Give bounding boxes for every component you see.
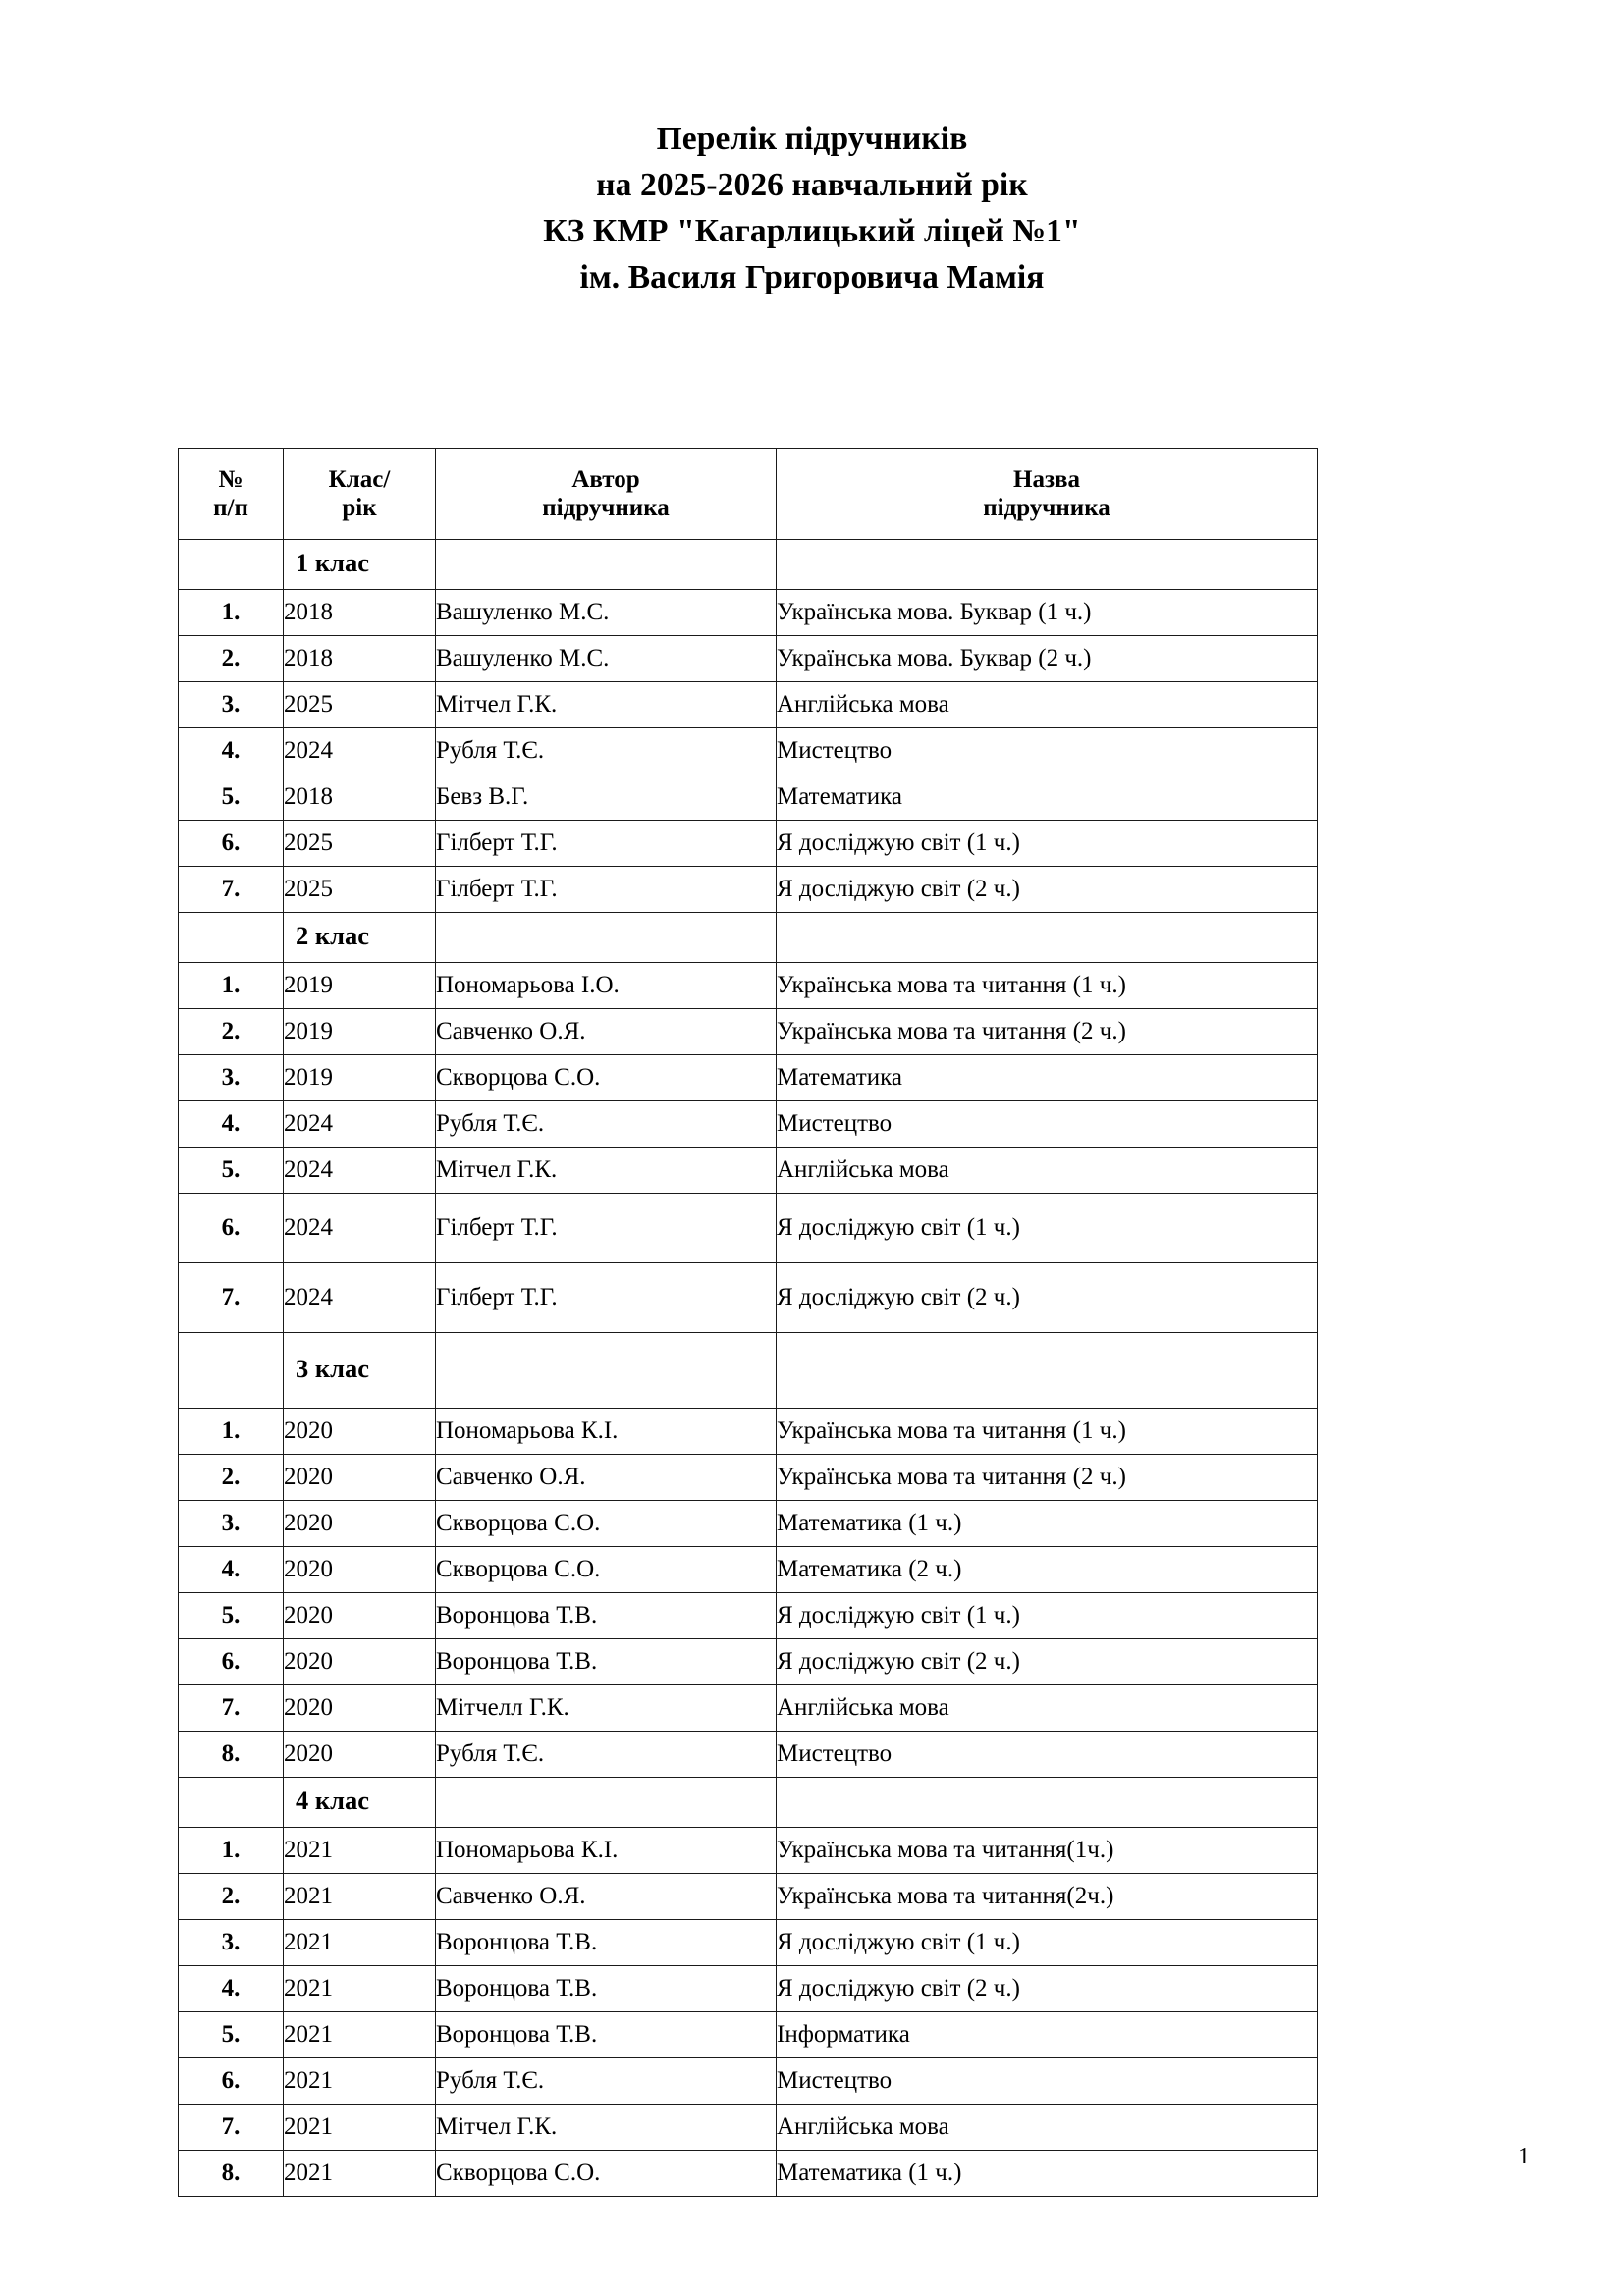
cell-book-title: Українська мова та читання(1ч.) — [777, 1828, 1318, 1874]
cell-year: 2021 — [284, 2105, 436, 2151]
cell-author: Мітчел Г.К. — [436, 2105, 777, 2151]
cell-author: Скворцова С.О. — [436, 1547, 777, 1593]
table-row — [179, 1409, 1318, 1455]
cell-author: Воронцова Т.В. — [436, 1593, 777, 1639]
cell-number: 4. — [179, 1547, 284, 1593]
table-row — [179, 682, 1318, 728]
title-line-1: Перелік підручників — [656, 121, 968, 157]
cell-number: 1. — [179, 1409, 284, 1455]
cell-number: 1. — [179, 963, 284, 1009]
table-row — [179, 1639, 1318, 1685]
cell-book-title: Я досліджую світ (1 ч.) — [777, 1194, 1318, 1263]
cell-year: 2020 — [284, 1409, 436, 1455]
cell-year: 2024 — [284, 1101, 436, 1148]
cell-number: 3. — [179, 1055, 284, 1101]
cell-author: Рубля Т.Є. — [436, 728, 777, 774]
grade-label: 4 клас — [284, 1778, 436, 1828]
column-header-number-line1: № — [218, 465, 244, 493]
table-row — [179, 1194, 1318, 1263]
cell-author: Скворцова С.О. — [436, 1501, 777, 1547]
cell-year: 2021 — [284, 1920, 436, 1966]
table-row — [179, 1455, 1318, 1501]
cell-author: Мітчел Г.К. — [436, 682, 777, 728]
textbooks-table — [178, 448, 1318, 2197]
cell-year: 2020 — [284, 1732, 436, 1778]
table-row — [179, 1009, 1318, 1055]
grade-section-row — [179, 913, 1318, 963]
table-row — [179, 1501, 1318, 1547]
table-row — [179, 2151, 1318, 2197]
cell-book-title: Англійська мова — [777, 1685, 1318, 1732]
grade-section-row — [179, 1778, 1318, 1828]
cell-author: Воронцова Т.В. — [436, 1639, 777, 1685]
cell-year: 2025 — [284, 867, 436, 913]
cell-book-title: Мистецтво — [777, 2058, 1318, 2105]
cell-book-title: Українська мова та читання (1 ч.) — [777, 1409, 1318, 1455]
cell-year: 2024 — [284, 1148, 436, 1194]
cell-year: 2018 — [284, 590, 436, 636]
cell-author: Мітчел Г.К. — [436, 1148, 777, 1194]
cell-number: 3. — [179, 682, 284, 728]
table-row — [179, 867, 1318, 913]
cell-year: 2020 — [284, 1593, 436, 1639]
cell-number: 5. — [179, 1593, 284, 1639]
cell-number: 7. — [179, 1685, 284, 1732]
cell-author: Вашуленко М.С. — [436, 636, 777, 682]
cell-author: Гілберт Т.Г. — [436, 821, 777, 867]
table-row — [179, 1547, 1318, 1593]
cell-book-title: Мистецтво — [777, 1101, 1318, 1148]
cell-year: 2025 — [284, 821, 436, 867]
column-header-number-line2: п/п — [213, 495, 248, 521]
column-header-author — [436, 449, 777, 540]
cell-book-title: Українська мова та читання(2ч.) — [777, 1874, 1318, 1920]
cell-author: Гілберт Т.Г. — [436, 1263, 777, 1333]
cell-author: Савченко О.Я. — [436, 1455, 777, 1501]
cell-author: Пономарьова К.І. — [436, 1828, 777, 1874]
cell-author: Рубля Т.Є. — [436, 1101, 777, 1148]
cell-number: 2. — [179, 1874, 284, 1920]
table-row — [179, 728, 1318, 774]
table-row — [179, 2012, 1318, 2058]
grade-row-number-cell — [179, 540, 284, 590]
table-row — [179, 636, 1318, 682]
grade-row-title-cell — [777, 1778, 1318, 1828]
cell-year: 2020 — [284, 1685, 436, 1732]
page-number: 1 — [1518, 2144, 1530, 2169]
cell-year: 2021 — [284, 1966, 436, 2012]
cell-book-title: Я досліджую світ (2 ч.) — [777, 1263, 1318, 1333]
cell-number: 4. — [179, 1101, 284, 1148]
cell-number: 6. — [179, 821, 284, 867]
cell-number: 8. — [179, 1732, 284, 1778]
cell-year: 2020 — [284, 1455, 436, 1501]
cell-author: Савченко О.Я. — [436, 1009, 777, 1055]
cell-number: 3. — [179, 1501, 284, 1547]
title-line-4: ім. Василя Григоровича Мамія — [579, 259, 1045, 295]
cell-year: 2019 — [284, 1055, 436, 1101]
cell-book-title: Я досліджую світ (2 ч.) — [777, 1639, 1318, 1685]
grade-row-author-cell — [436, 913, 777, 963]
cell-year: 2024 — [284, 728, 436, 774]
column-header-title — [777, 449, 1318, 540]
table-row — [179, 1593, 1318, 1639]
cell-author: Воронцова Т.В. — [436, 2012, 777, 2058]
table-row — [179, 1148, 1318, 1194]
cell-book-title: Українська мова та читання (1 ч.) — [777, 963, 1318, 1009]
cell-author: Рубля Т.Є. — [436, 1732, 777, 1778]
cell-year: 2020 — [284, 1639, 436, 1685]
cell-number: 4. — [179, 1966, 284, 2012]
grade-row-author-cell — [436, 1778, 777, 1828]
table-row — [179, 963, 1318, 1009]
table-row — [179, 1732, 1318, 1778]
cell-number: 6. — [179, 2058, 284, 2105]
cell-author: Пономарьова І.О. — [436, 963, 777, 1009]
column-header-grade-year-line2: рік — [342, 495, 377, 521]
title-line-2: на 2025-2026 навчальний рік — [596, 167, 1028, 203]
grade-label: 2 клас — [284, 913, 436, 963]
cell-year: 2025 — [284, 682, 436, 728]
grade-row-title-cell — [777, 913, 1318, 963]
table-row — [179, 1101, 1318, 1148]
cell-year: 2019 — [284, 1009, 436, 1055]
cell-number: 6. — [179, 1194, 284, 1263]
cell-book-title: Мистецтво — [777, 1732, 1318, 1778]
grade-row-title-cell — [777, 1333, 1318, 1409]
table-body — [179, 540, 1318, 2197]
cell-author: Пономарьова К.І. — [436, 1409, 777, 1455]
grade-row-title-cell — [777, 540, 1318, 590]
grade-section-row — [179, 540, 1318, 590]
cell-number: 7. — [179, 867, 284, 913]
cell-year: 2018 — [284, 774, 436, 821]
grade-row-number-cell — [179, 1333, 284, 1409]
cell-author: Воронцова Т.В. — [436, 1966, 777, 2012]
grade-label: 3 клас — [284, 1333, 436, 1409]
cell-number: 5. — [179, 1148, 284, 1194]
cell-year: 2018 — [284, 636, 436, 682]
cell-book-title: Я досліджую світ (1 ч.) — [777, 1920, 1318, 1966]
document-title — [0, 116, 1624, 300]
cell-number: 5. — [179, 774, 284, 821]
cell-author: Савченко О.Я. — [436, 1874, 777, 1920]
cell-author: Гілберт Т.Г. — [436, 1194, 777, 1263]
cell-book-title: Українська мова та читання (2 ч.) — [777, 1009, 1318, 1055]
cell-book-title: Мистецтво — [777, 728, 1318, 774]
column-header-number — [179, 449, 284, 540]
cell-book-title: Математика (1 ч.) — [777, 1501, 1318, 1547]
table-row — [179, 1966, 1318, 2012]
table-row — [179, 1828, 1318, 1874]
column-header-title-line2: підручника — [983, 495, 1110, 521]
cell-year: 2020 — [284, 1501, 436, 1547]
cell-author: Воронцова Т.В. — [436, 1920, 777, 1966]
grade-row-number-cell — [179, 1778, 284, 1828]
cell-number: 5. — [179, 2012, 284, 2058]
cell-number: 7. — [179, 2105, 284, 2151]
cell-book-title: Англійська мова — [777, 1148, 1318, 1194]
column-header-author-line2: підручника — [542, 495, 670, 521]
cell-year: 2020 — [284, 1547, 436, 1593]
cell-number: 2. — [179, 1009, 284, 1055]
table-row — [179, 2058, 1318, 2105]
cell-number: 1. — [179, 590, 284, 636]
cell-number: 8. — [179, 2151, 284, 2197]
cell-number: 3. — [179, 1920, 284, 1966]
cell-author: Гілберт Т.Г. — [436, 867, 777, 913]
grade-label: 1 клас — [284, 540, 436, 590]
cell-book-title: Я досліджую світ (1 ч.) — [777, 821, 1318, 867]
cell-book-title: Математика (1 ч.) — [777, 2151, 1318, 2197]
cell-number: 1. — [179, 1828, 284, 1874]
cell-number: 6. — [179, 1639, 284, 1685]
cell-book-title: Математика (2 ч.) — [777, 1547, 1318, 1593]
column-header-title-line1: Назва — [1013, 465, 1080, 493]
column-header-grade-year — [284, 449, 436, 540]
cell-year: 2024 — [284, 1194, 436, 1263]
table-row — [179, 821, 1318, 867]
cell-number: 4. — [179, 728, 284, 774]
grade-row-number-cell — [179, 913, 284, 963]
cell-year: 2024 — [284, 1263, 436, 1333]
cell-book-title: Математика — [777, 774, 1318, 821]
cell-year: 2021 — [284, 2012, 436, 2058]
cell-year: 2021 — [284, 2151, 436, 2197]
cell-book-title: Англійська мова — [777, 682, 1318, 728]
table-row — [179, 590, 1318, 636]
textbooks-table-container — [178, 448, 1317, 2197]
cell-author: Скворцова С.О. — [436, 1055, 777, 1101]
cell-author: Вашуленко М.С. — [436, 590, 777, 636]
table-row — [179, 1055, 1318, 1101]
cell-author: Скворцова С.О. — [436, 2151, 777, 2197]
cell-book-title: Українська мова та читання (2 ч.) — [777, 1455, 1318, 1501]
title-line-3: КЗ КМР "Кагарлицький ліцей №1" — [543, 213, 1081, 249]
cell-book-title: Я досліджую світ (1 ч.) — [777, 1593, 1318, 1639]
table-row — [179, 1263, 1318, 1333]
table-row — [179, 774, 1318, 821]
cell-year: 2021 — [284, 1874, 436, 1920]
column-header-grade-year-line1: Клас/ — [328, 465, 391, 493]
cell-book-title: Інформатика — [777, 2012, 1318, 2058]
cell-year: 2021 — [284, 1828, 436, 1874]
cell-year: 2021 — [284, 2058, 436, 2105]
cell-book-title: Я досліджую світ (2 ч.) — [777, 867, 1318, 913]
cell-author: Мітчелл Г.К. — [436, 1685, 777, 1732]
table-header-row — [179, 449, 1318, 540]
table-header — [179, 449, 1318, 540]
column-header-author-line1: Автор — [571, 465, 640, 493]
cell-number: 7. — [179, 1263, 284, 1333]
grade-section-row — [179, 1333, 1318, 1409]
cell-author: Рубля Т.Є. — [436, 2058, 777, 2105]
grade-row-author-cell — [436, 1333, 777, 1409]
table-row — [179, 1685, 1318, 1732]
grade-row-author-cell — [436, 540, 777, 590]
table-row — [179, 2105, 1318, 2151]
cell-book-title: Українська мова. Буквар (1 ч.) — [777, 590, 1318, 636]
cell-book-title: Українська мова. Буквар (2 ч.) — [777, 636, 1318, 682]
cell-book-title: Англійська мова — [777, 2105, 1318, 2151]
cell-year: 2019 — [284, 963, 436, 1009]
cell-book-title: Я досліджую світ (2 ч.) — [777, 1966, 1318, 2012]
table-row — [179, 1920, 1318, 1966]
cell-book-title: Математика — [777, 1055, 1318, 1101]
cell-author: Бевз В.Г. — [436, 774, 777, 821]
table-row — [179, 1874, 1318, 1920]
cell-number: 2. — [179, 636, 284, 682]
cell-number: 2. — [179, 1455, 284, 1501]
